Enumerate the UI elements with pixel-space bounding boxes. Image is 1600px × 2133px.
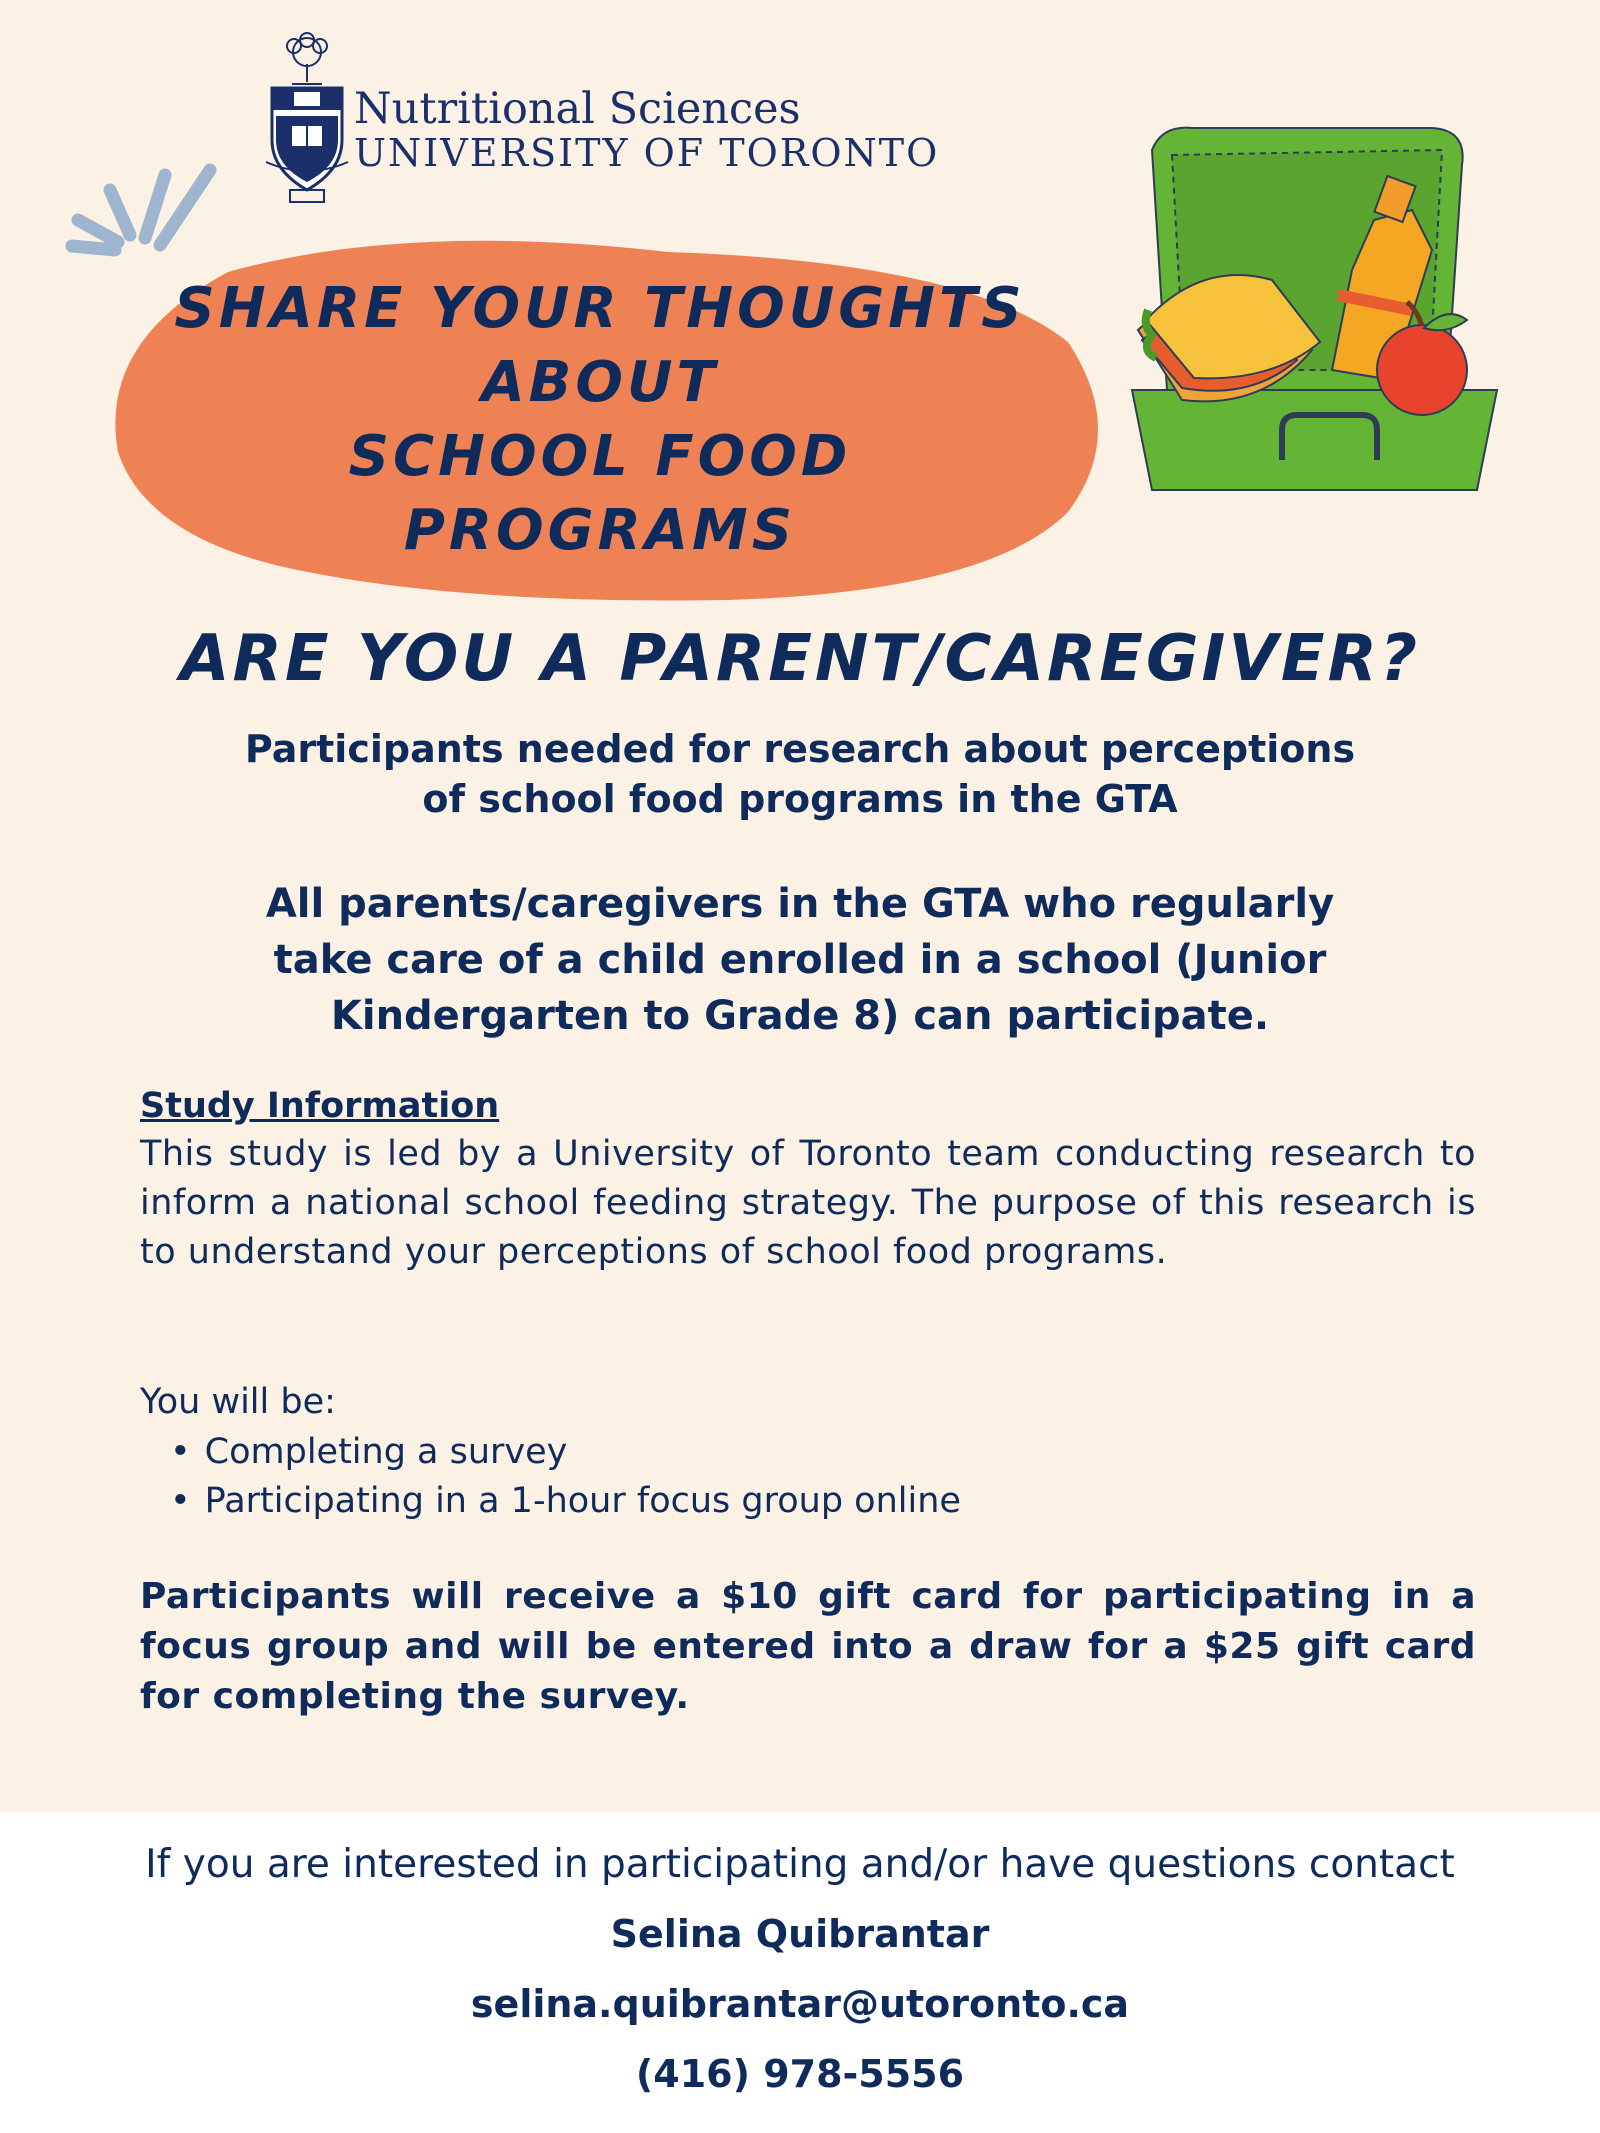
study-information bbox=[140, 1082, 1476, 1277]
tasks-list bbox=[170, 1428, 1370, 1526]
eligibility-line-1: All parents/caregivers in the GTA who regularly bbox=[265, 881, 1335, 927]
study-title: Study Information bbox=[140, 1086, 500, 1126]
headline-line-1: SHARE YOUR THOUGHTS bbox=[174, 276, 1026, 341]
eligibility-line-3: Kindergarten to Grade 8) can participate. bbox=[330, 993, 1270, 1039]
participants-needed-line-1: Participants needed for research about perceptions bbox=[244, 727, 1356, 771]
participants-needed bbox=[100, 724, 1500, 824]
crest-icon bbox=[262, 30, 352, 206]
eligibility bbox=[100, 876, 1500, 1044]
lunchbox-icon bbox=[1112, 120, 1512, 500]
contact-prompt: If you are interested in participating and/or have questions contact bbox=[145, 1842, 1455, 1887]
eligibility-line-2: take care of a child enrolled in a school (Junior bbox=[273, 937, 1327, 983]
study-body: This study is led by a University of Toronto team conducting research to inform a national school feeding strategy. The purpose of this research is to understand your perceptions of school food programs. bbox=[140, 1134, 1476, 1272]
logo-department: Nutritional Sciences bbox=[354, 84, 801, 134]
tasks-intro: You will be: bbox=[140, 1382, 336, 1422]
headline-line-3: SCHOOL FOOD PROGRAMS bbox=[348, 424, 852, 563]
headline bbox=[150, 272, 1050, 568]
logo-text bbox=[354, 84, 940, 177]
logo-university: UNIVERSITY OF TORONTO bbox=[354, 131, 940, 175]
headline-line-2: ABOUT bbox=[481, 350, 719, 415]
university-logo bbox=[262, 30, 1022, 210]
participants-needed-line-2: of school food programs in the GTA bbox=[422, 777, 1178, 821]
contact-email[interactable]: selina.quibrantar@utoronto.ca bbox=[470, 1982, 1130, 2026]
question-heading: ARE YOU A PARENT/CAREGIVER? bbox=[180, 622, 1420, 696]
list-item: • Participating in a 1-hour focus group online bbox=[170, 1477, 1370, 1526]
contact-name: Selina Quibrantar bbox=[610, 1912, 990, 1956]
contact-phone[interactable]: (416) 978-5556 bbox=[635, 2052, 965, 2096]
reward-text: Participants will receive a $10 gift card for participating in a focus group and will be entered into a draw for a $25 gift card for completing the survey. bbox=[140, 1576, 1476, 1717]
list-item: • Completing a survey bbox=[170, 1428, 1370, 1477]
